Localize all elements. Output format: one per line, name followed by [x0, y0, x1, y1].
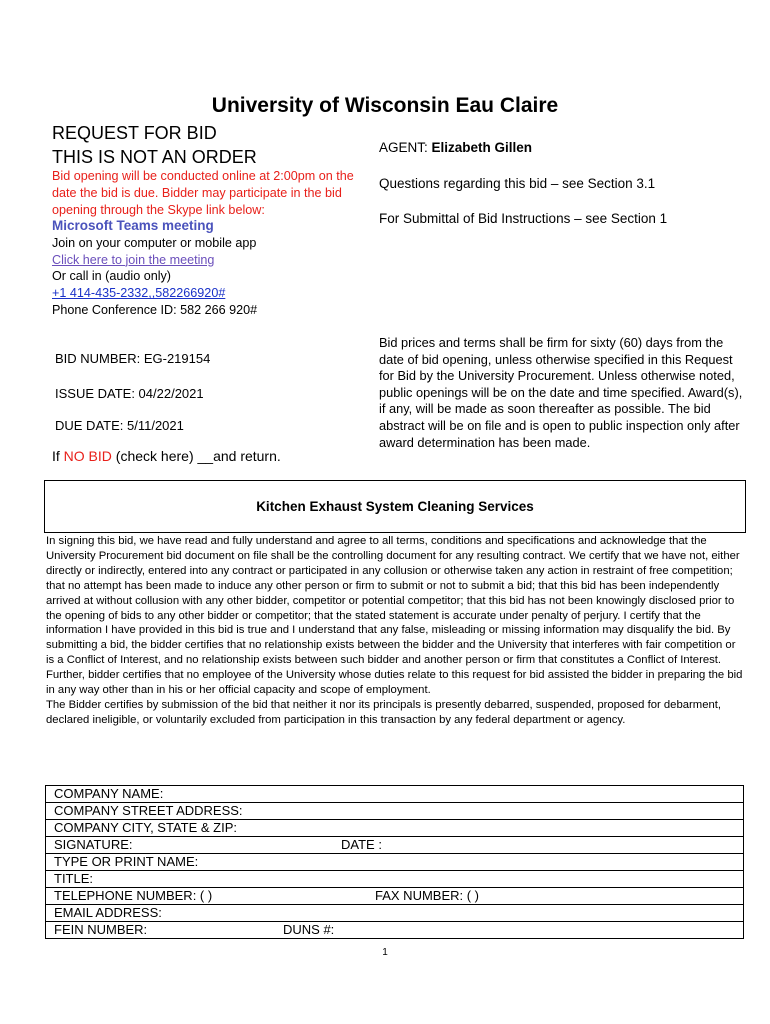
debarment-paragraph: The Bidder certifies by submission of the bid that neither it nor its principals is presently debarred, suspended, proposed for debarment, declared ineligible, or voluntarily excluded from participation in this transaction by any federal department or agency.: [46, 698, 722, 726]
street-address-field[interactable]: [46, 803, 744, 820]
page-number: 1: [382, 947, 388, 958]
fein-label: FEIN NUMBER:: [54, 922, 148, 937]
print-name-label: TYPE OR PRINT NAME:: [54, 854, 199, 869]
email-label: EMAIL ADDRESS:: [54, 905, 162, 920]
certification-statement: [46, 534, 746, 728]
city-state-zip-label: COMPANY CITY, STATE & ZIP:: [54, 820, 237, 835]
document-title: University of Wisconsin Eau Claire: [211, 94, 559, 117]
join-text: Join on your computer or mobile app: [52, 235, 257, 250]
telephone-field[interactable]: [46, 888, 744, 905]
request-for-bid-heading: REQUEST FOR BID: [52, 123, 217, 143]
submittal-line: For Submittal of Bid Instructions – see Section 1: [379, 211, 668, 226]
certification-paragraph: In signing this bid, we have read and fully understand and agree to all terms, conditions and specifications and acknowledge that the University Procurement bid document on file shall be the controlling document for any resulting contract. We certify that we have not, either directly or indirectly, entered into any contract or participated in any collusion or otherwise taken any action in restraint of free competition; that no attempt has been made to induce any other person or firm to submit or not to submit a bid; that this bid has been independently arrived at without collusion with any other bidder, competitor or potential competitor; that this bid has not been knowingly disclosed prior to the opening of bids to any other bidder or competitor; that the stated statement is accurate under penalty of perjury. I certify that the information I have provided in this bid is true and I understand that any false, misleading or missing information may disqualify the bid. By submitting a bid, the bidder certifies that no relationship exists between the bidder and the University that interferes with fair competition or is a Conflict of Interest, and no relationship exists between such bidder and another person or firm that constitutes a Conflict of Interest. Further, bidder certifies that no employee of the University whose duties relate to this request for bid assisted the bidder in preparing the bid in any way other than in his or her official capacity and scope of employment.: [46, 535, 743, 697]
meeting-block: [52, 218, 367, 319]
teams-meeting-heading: Microsoft Teams meeting: [52, 218, 214, 233]
service-title: Kitchen Exhaust System Cleaning Services: [256, 499, 534, 514]
street-address-label: COMPANY STREET ADDRESS:: [54, 803, 243, 818]
fein-field[interactable]: [46, 922, 744, 939]
due-date: DUE DATE: 5/11/2021: [55, 418, 184, 433]
bid-number: BID NUMBER: EG-219154: [55, 351, 211, 366]
phone-link[interactable]: +1 414-435-2332,,582266920#: [52, 286, 226, 301]
agent-name: Elizabeth Gillen: [431, 140, 533, 155]
join-meeting-link[interactable]: Click here to join the meeting: [52, 252, 215, 267]
print-name-field[interactable]: [46, 854, 744, 871]
agent-label: AGENT:: [379, 140, 432, 155]
company-name-label: COMPANY NAME:: [54, 786, 164, 801]
company-info-form: [45, 785, 744, 939]
signature-field[interactable]: [46, 837, 744, 854]
no-bid-suffix: (check here) __and return.: [111, 448, 281, 464]
call-in-text: Or call in (audio only): [52, 269, 171, 284]
bid-terms: Bid prices and terms shall be firm for sixty (60) days from the date of bid opening, unless otherwise specified in this Request for Bid by the University Procurement. Unless otherwise noted, public openings will be on the date and time specified. Award(s), if any, will be made as soon thereafter as possible. The bid abstract will be on file and is open to public inspection only after award determination has been made.: [379, 335, 743, 450]
title-label: TITLE:: [54, 871, 94, 886]
no-bid-prefix: If: [52, 448, 64, 464]
no-bid-highlight: NO BID: [63, 448, 112, 464]
telephone-label: TELEPHONE NUMBER: ( ): [54, 888, 213, 903]
bid-opening-notice: Bid opening will be conducted online at 2:00pm on the date the bid is due. Bidder may participate in the bid opening through the Skype link below:: [52, 169, 354, 217]
signature-label: SIGNATURE:: [54, 837, 133, 852]
fax-label: FAX NUMBER: ( ): [375, 888, 480, 903]
not-an-order-heading: THIS IS NOT AN ORDER: [52, 147, 257, 167]
title-field[interactable]: [46, 871, 744, 888]
conference-id: Phone Conference ID: 582 266 920#: [52, 302, 258, 317]
agent-line: [379, 140, 532, 155]
questions-line: Questions regarding this bid – see Section 3.1: [379, 176, 656, 191]
company-name-field[interactable]: [46, 786, 744, 803]
issue-date: ISSUE DATE: 04/22/2021: [55, 386, 204, 401]
email-field[interactable]: [46, 905, 744, 922]
duns-label: DUNS #:: [283, 922, 335, 937]
service-title-box: [44, 480, 746, 533]
no-bid-line: [52, 448, 281, 464]
city-state-zip-field[interactable]: [46, 820, 744, 837]
date-label: DATE :: [341, 837, 382, 852]
